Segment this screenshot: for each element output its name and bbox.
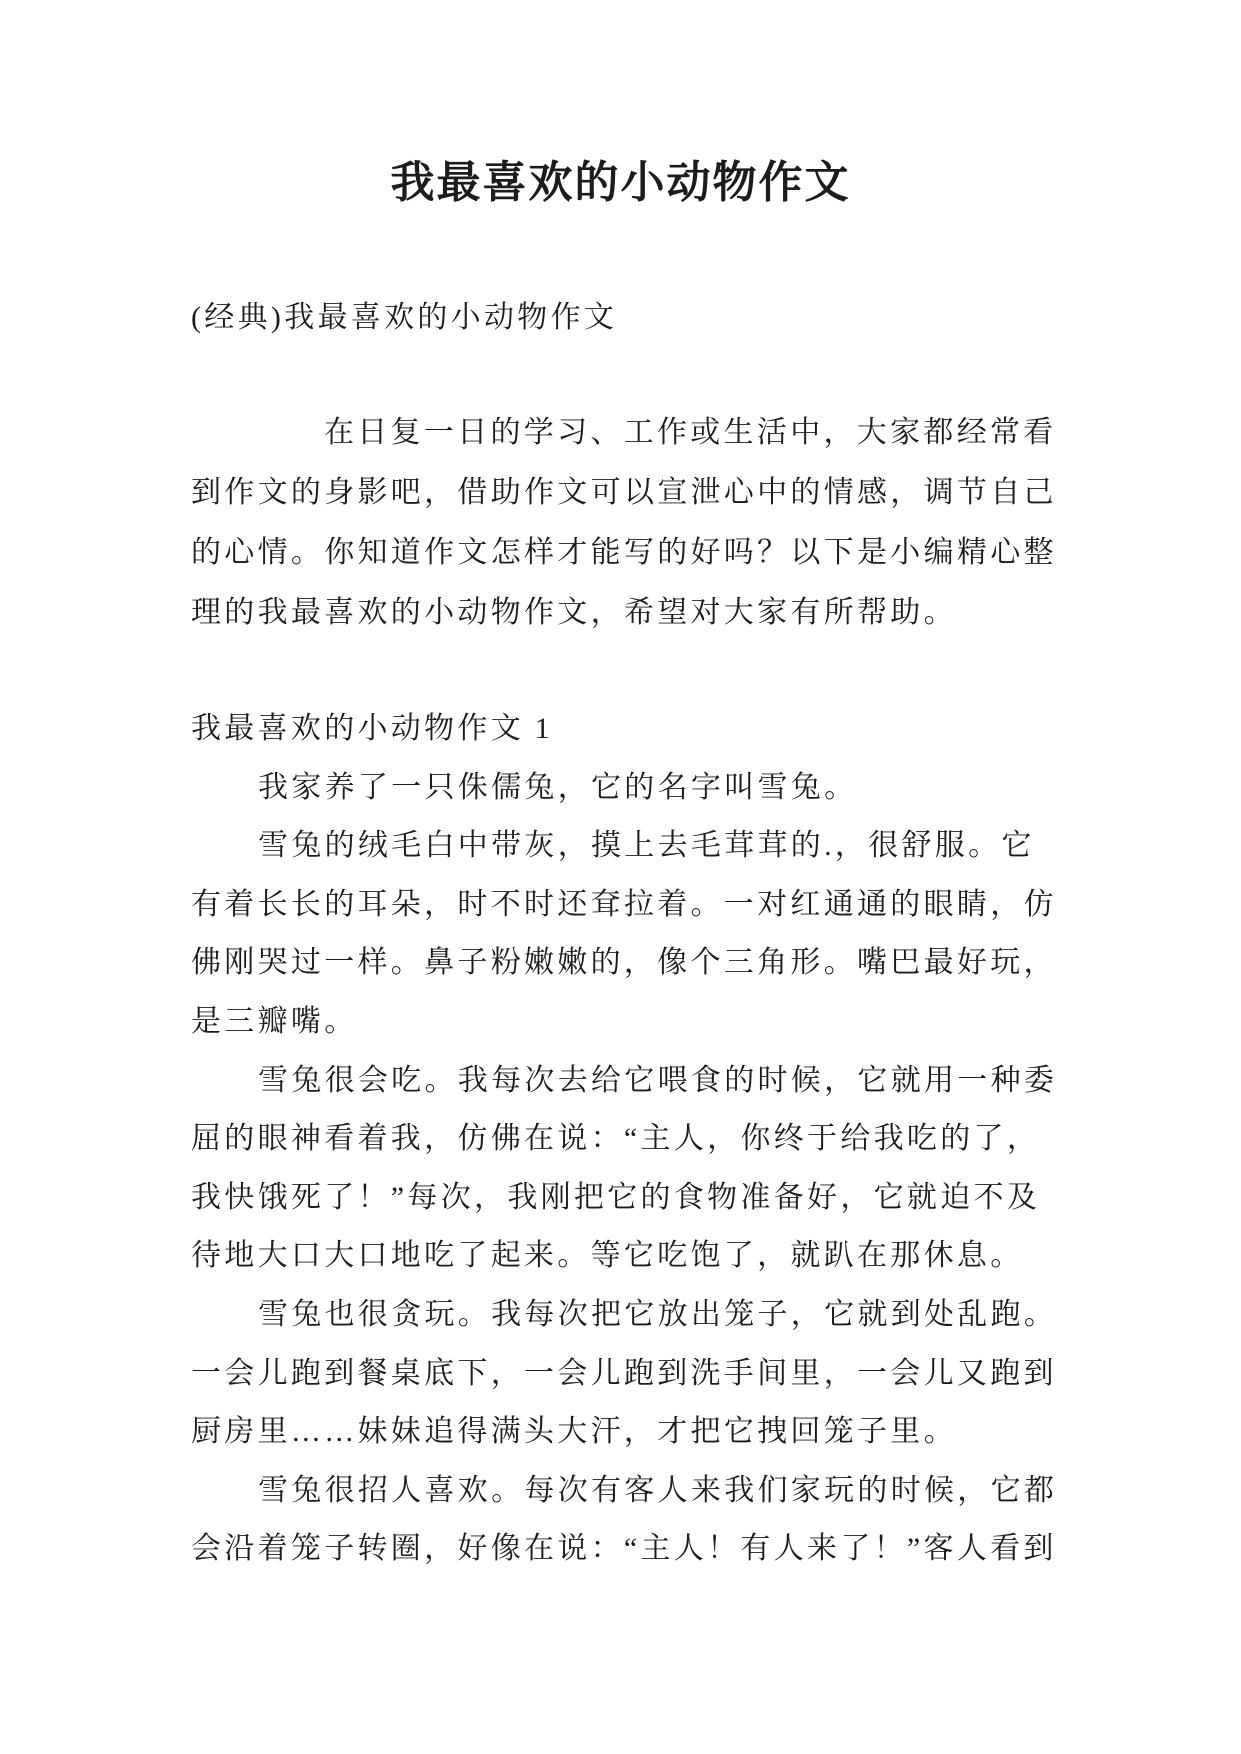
essay-body	[191, 700, 1091, 1579]
paragraph-line: 待地大口大口地吃了起来。等它吃饱了，就趴在那休息。	[191, 1239, 1024, 1273]
paragraph-line: 一会儿跑到餐桌底下，一会儿跑到洗手间里，一会儿又跑到	[191, 1356, 1057, 1390]
paragraph	[191, 1286, 1091, 1462]
paragraph-line: 雪兔也很贪玩。我每次把它放出笼子，它就到处乱跑。	[258, 1297, 1058, 1331]
paragraph-line: 会沿着笼子转圈，好像在说：“主人！有人来了！”客人看到	[191, 1532, 1057, 1566]
section-heading: 我最喜欢的小动物作文 1	[191, 712, 554, 745]
paragraph-line: 有着长长的耳朵，时不时还耷拉着。一对红通通的眼睛，仿	[191, 887, 1057, 921]
paragraph-line: 在日复一日的学习、工作或生活中，大家都经常看	[324, 416, 1057, 449]
paragraph	[191, 759, 1091, 818]
paragraph-line: 我家养了一只侏儒兔，它的名字叫雪兔。	[258, 770, 858, 804]
document-subtitle: (经典)我最喜欢的小动物作文	[191, 301, 618, 334]
paragraph-line: 是三瓣嘴。	[191, 1004, 358, 1038]
paragraph	[191, 1052, 1091, 1286]
paragraph-line: 雪兔很会吃。我每次去给它喂食的时候，它就用一种委	[258, 1063, 1058, 1097]
document-title: 我最喜欢的小动物作文	[390, 158, 851, 207]
paragraph-line: 佛刚哭过一样。鼻子粉嫩嫩的，像个三角形。嘴巴最好玩，	[191, 946, 1057, 980]
paragraph-line: 厨房里……妹妹追得满头大汗，才把它拽回笼子里。	[191, 1415, 957, 1449]
paragraph-line: 的心情。你知道作文怎样才能写的好吗？以下是小编精心整	[191, 536, 1057, 569]
paragraph	[191, 1462, 1091, 1579]
paragraph-line: 屈的眼神看着我，仿佛在说：“主人，你终于给我吃的了，	[191, 1122, 1041, 1156]
paragraph-line: 雪兔很招人喜欢。每次有客人来我们家玩的时候，它都	[258, 1473, 1058, 1507]
intro-paragraph	[191, 403, 1091, 643]
paragraph-line: 理的我最喜欢的小动物作文，希望对大家有所帮助。	[191, 596, 957, 629]
paragraph-line: 雪兔的绒毛白中带灰，摸上去毛茸茸的.，很舒服。它	[258, 829, 1035, 863]
paragraph	[191, 817, 1091, 1051]
paragraph-line: 我快饿死了！”每次，我刚把它的食物准备好，它就迫不及	[191, 1180, 1041, 1214]
paragraph-line: 到作文的身影吧，借助作文可以宣泄心中的情感，调节自己	[191, 476, 1057, 509]
